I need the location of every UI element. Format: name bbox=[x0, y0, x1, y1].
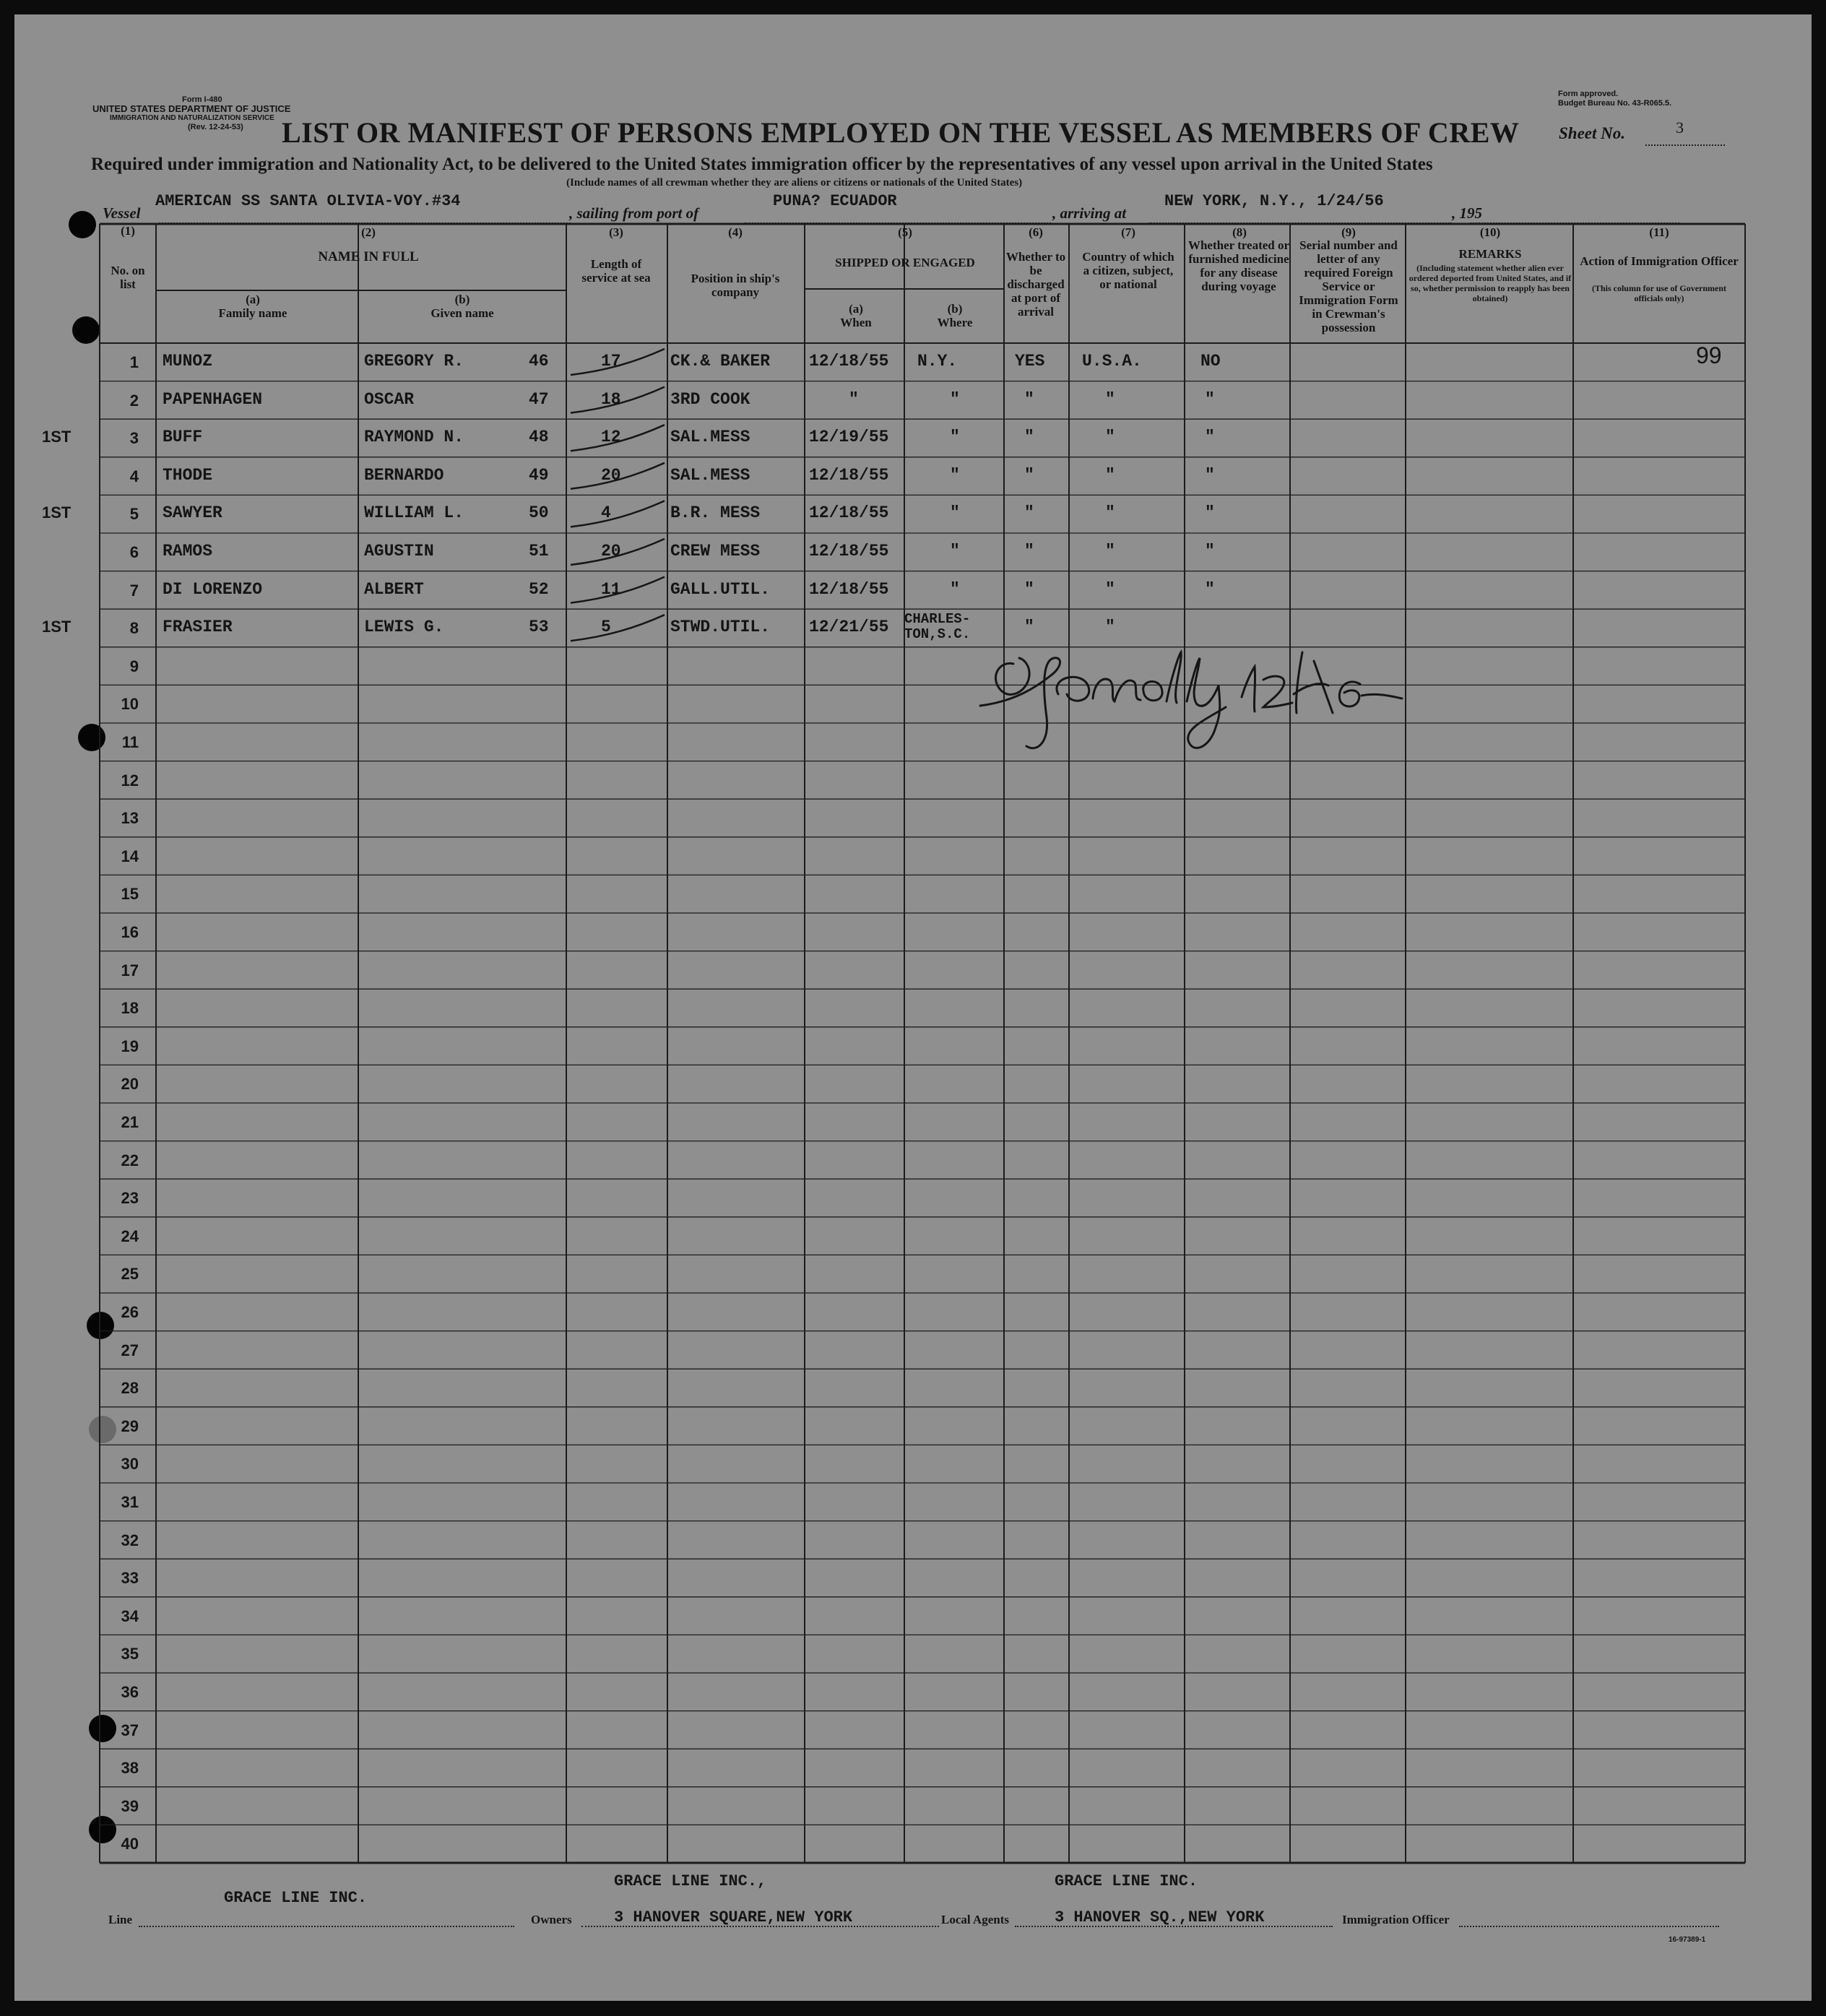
agents-label: Local Agents bbox=[941, 1913, 1009, 1926]
col5a-number: (a) bbox=[849, 302, 863, 316]
crew-seq-number: 51 bbox=[529, 542, 549, 561]
owners-address: 3 HANOVER SQUARE,NEW YORK bbox=[614, 1908, 853, 1926]
col7-number: (7) bbox=[1121, 225, 1135, 239]
crew-family-name: PAPENHAGEN bbox=[163, 389, 263, 409]
row-number: 23 bbox=[121, 1189, 139, 1208]
print-code: 16-97389-1 bbox=[1669, 1936, 1706, 1944]
col7-header: Country of which a citizen, subject, or national bbox=[1082, 250, 1174, 291]
service-strike-mark bbox=[571, 387, 665, 413]
col10-number: (10) bbox=[1479, 225, 1501, 239]
row-number: 13 bbox=[121, 809, 139, 828]
row-number: 2 bbox=[129, 391, 139, 410]
col9-number: (9) bbox=[1341, 225, 1356, 239]
crew-when: " bbox=[849, 389, 859, 409]
sheet-label: Sheet No. bbox=[1559, 124, 1625, 142]
crew-medicine: " bbox=[1205, 389, 1215, 409]
col11-note: (This column for use of Government officials only) bbox=[1591, 283, 1727, 303]
service-strike-mark bbox=[571, 615, 665, 641]
sheet-number: 3 bbox=[1676, 118, 1684, 137]
col5b-number: (b) bbox=[947, 302, 963, 316]
col9-header: Serial number and letter of any required Foreign Service or Immigration Form in Crewman's possession bbox=[1299, 238, 1398, 334]
crew-country: U.S.A. bbox=[1082, 352, 1142, 371]
crew-family-name: RAMOS bbox=[163, 542, 213, 561]
row-number: 22 bbox=[121, 1151, 139, 1169]
col6-header: Whether to be discharged at port of arrival bbox=[1005, 250, 1066, 319]
service-strike-mark bbox=[571, 501, 665, 527]
row-number: 7 bbox=[129, 581, 139, 600]
strike-marks bbox=[14, 14, 1812, 2001]
arriving-label: , arriving at bbox=[1052, 204, 1127, 222]
row-number: 35 bbox=[121, 1645, 139, 1664]
crew-margin-mark: 1ST bbox=[42, 503, 72, 522]
crew-discharged: " bbox=[1024, 428, 1034, 447]
page-title: LIST OR MANIFEST OF PERSONS EMPLOYED ON THE VESSEL AS MEMBERS OF CREW bbox=[282, 116, 1520, 149]
row-number: 9 bbox=[129, 657, 139, 675]
service-strike-mark bbox=[571, 425, 665, 451]
crew-family-name: DI LORENZO bbox=[163, 579, 263, 599]
col2b-header: Given name bbox=[430, 306, 494, 320]
crew-family-name: SAWYER bbox=[163, 503, 222, 523]
crew-where: " bbox=[950, 389, 960, 409]
crew-medicine: " bbox=[1205, 579, 1215, 599]
crew-service-length: 5 bbox=[601, 618, 611, 637]
col2b-number: (b) bbox=[454, 293, 470, 306]
row-number: 31 bbox=[121, 1493, 139, 1511]
agents-address: 3 HANOVER SQ.,NEW YORK bbox=[1055, 1908, 1265, 1926]
crew-country: " bbox=[1105, 465, 1115, 485]
col1-header: No. on list bbox=[111, 264, 145, 291]
crew-service-length: 18 bbox=[601, 389, 621, 409]
crew-country: " bbox=[1105, 503, 1115, 523]
crew-service-length: 4 bbox=[601, 503, 611, 523]
col5a-header: When bbox=[840, 316, 872, 329]
crew-discharged: " bbox=[1024, 618, 1034, 637]
row-number: 29 bbox=[121, 1416, 139, 1435]
service-strike-mark bbox=[571, 539, 665, 565]
crew-service-length: 20 bbox=[601, 465, 621, 485]
crew-medicine: " bbox=[1205, 428, 1215, 447]
col10-header: REMARKS bbox=[1458, 247, 1522, 261]
crew-margin-mark: 1ST bbox=[42, 618, 72, 636]
row-number: 18 bbox=[121, 999, 139, 1018]
crew-when: 12/18/55 bbox=[809, 542, 889, 561]
col2a-header: Family name bbox=[218, 306, 287, 320]
form-number: Form I-480 bbox=[182, 95, 222, 104]
crew-family-name: MUNOZ bbox=[163, 352, 213, 371]
col2a-number: (a) bbox=[246, 293, 260, 306]
crew-given-name: BERNARDO bbox=[364, 465, 444, 485]
col5-header: SHIPPED OR ENGAGED bbox=[835, 256, 975, 269]
crew-seq-number: 52 bbox=[529, 579, 549, 599]
arrival-port-date: NEW YORK, N.Y., 1/24/56 bbox=[1164, 192, 1384, 210]
agents-name: GRACE LINE INC. bbox=[1055, 1872, 1198, 1890]
row-number: 11 bbox=[121, 733, 139, 751]
row-number: 3 bbox=[129, 429, 139, 448]
row-number: 8 bbox=[129, 619, 139, 638]
sailing-port: PUNA? ECUADOR bbox=[773, 192, 897, 210]
col5b-header: Where bbox=[937, 316, 973, 329]
crew-service-length: 12 bbox=[601, 428, 621, 447]
signature bbox=[972, 632, 1405, 766]
row-number: 1 bbox=[129, 353, 139, 371]
crew-position: SAL.MESS bbox=[670, 465, 750, 485]
owners-name: GRACE LINE INC., bbox=[614, 1872, 767, 1890]
crew-where: " bbox=[950, 542, 960, 561]
crew-position: SAL.MESS bbox=[670, 428, 750, 447]
row-number: 12 bbox=[121, 771, 139, 789]
crew-country: " bbox=[1105, 618, 1115, 637]
col2-header: NAME IN FULL bbox=[318, 249, 419, 264]
line-label: Line bbox=[108, 1913, 133, 1926]
row-number: 24 bbox=[121, 1227, 139, 1245]
crew-discharged: YES bbox=[1015, 352, 1045, 371]
row-number: 28 bbox=[121, 1379, 139, 1398]
crew-position: CK.& BAKER bbox=[670, 352, 771, 371]
line-value: GRACE LINE INC. bbox=[224, 1889, 368, 1907]
owners-label: Owners bbox=[531, 1913, 572, 1926]
crew-given-name: WILLIAM L. bbox=[364, 503, 464, 523]
crew-given-name: ALBERT bbox=[364, 579, 424, 599]
crew-given-name: OSCAR bbox=[364, 389, 415, 409]
crew-family-name: BUFF bbox=[163, 428, 203, 447]
crew-position: STWD.UTIL. bbox=[670, 618, 771, 637]
row-number: 5 bbox=[129, 505, 139, 524]
row-number: 25 bbox=[121, 1265, 139, 1284]
col3-header: Length of service at sea bbox=[581, 257, 651, 285]
col4-number: (4) bbox=[728, 225, 743, 239]
crew-engaged-where: CHARLES- TON,S.C. bbox=[904, 611, 971, 643]
row-number: 14 bbox=[121, 847, 139, 865]
crew-discharged: " bbox=[1024, 465, 1034, 485]
row-number: 15 bbox=[121, 885, 139, 904]
vessel-name: AMERICAN SS SANTA OLIVIA-VOY.#34 bbox=[155, 192, 461, 210]
col3-number: (3) bbox=[609, 225, 623, 239]
crew-position: CREW MESS bbox=[670, 542, 761, 561]
row-number: 27 bbox=[121, 1341, 139, 1359]
row-number: 20 bbox=[121, 1075, 139, 1094]
crew-when: 12/19/55 bbox=[809, 428, 889, 447]
form-approved: Form approved. bbox=[1558, 90, 1619, 98]
crew-when: 12/18/55 bbox=[809, 465, 889, 485]
agency-name: UNITED STATES DEPARTMENT OF JUSTICE bbox=[92, 103, 291, 114]
crew-where: " bbox=[950, 428, 960, 447]
crew-position: B.R. MESS bbox=[670, 503, 761, 523]
crew-medicine: NO bbox=[1200, 352, 1221, 371]
vessel-label: Vessel bbox=[103, 204, 141, 222]
crew-margin-mark: 1ST bbox=[42, 428, 72, 446]
crew-where: " bbox=[950, 579, 960, 599]
sailing-label: , sailing from port of bbox=[569, 204, 699, 222]
row-number: 40 bbox=[121, 1835, 139, 1853]
crew-discharged: " bbox=[1024, 389, 1034, 409]
crew-family-name: THODE bbox=[163, 465, 213, 485]
col11-number: (11) bbox=[1649, 225, 1669, 239]
row-number: 37 bbox=[121, 1721, 139, 1739]
service-strike-mark bbox=[571, 577, 665, 603]
row-number: 16 bbox=[121, 923, 139, 941]
crew-seq-number: 53 bbox=[529, 618, 549, 637]
service-strike-mark bbox=[571, 463, 665, 489]
row-number: 17 bbox=[121, 961, 139, 979]
row-number: 19 bbox=[121, 1037, 139, 1055]
crew-when: 12/18/55 bbox=[809, 579, 889, 599]
col8-header: Whether treated or furnished medicine for any disease during voyage bbox=[1187, 238, 1290, 293]
col11-header: Action of Immigration Officer bbox=[1580, 254, 1739, 268]
crew-seq-number: 50 bbox=[529, 503, 549, 523]
row-number: 6 bbox=[129, 543, 139, 561]
crew-when: 12/18/55 bbox=[809, 503, 889, 523]
row-number: 30 bbox=[121, 1455, 139, 1474]
crew-when: 12/21/55 bbox=[809, 618, 889, 637]
row-number: 32 bbox=[121, 1531, 139, 1549]
service-strike-mark bbox=[571, 349, 665, 375]
crew-country: " bbox=[1105, 542, 1115, 561]
crew-service-length: 17 bbox=[601, 352, 621, 371]
service-name: IMMIGRATION AND NATURALIZATION SERVICE bbox=[110, 114, 274, 122]
crew-where: " bbox=[950, 503, 960, 523]
crew-where: " bbox=[950, 465, 960, 485]
crew-seq-number: 48 bbox=[529, 428, 549, 447]
form-revision: (Rev. 12-24-53) bbox=[188, 123, 243, 131]
row-number: 39 bbox=[121, 1796, 139, 1815]
crew-seq-number: 49 bbox=[529, 465, 549, 485]
col1-number: (1) bbox=[121, 224, 135, 238]
crew-discharged: " bbox=[1024, 542, 1034, 561]
crew-medicine: " bbox=[1205, 465, 1215, 485]
page-subtitle: Required under immigration and Nationality Act, to be delivered to the United States immigration officer by the representatives of any vessel upon arrival in the United States bbox=[91, 155, 1433, 174]
crew-country: " bbox=[1105, 579, 1115, 599]
crew-given-name: AGUSTIN bbox=[364, 542, 434, 561]
budget-bureau: Budget Bureau No. 43-R065.5. bbox=[1558, 99, 1672, 108]
crew-discharged: " bbox=[1024, 579, 1034, 599]
row-number: 34 bbox=[121, 1606, 139, 1625]
crew-medicine: " bbox=[1205, 542, 1215, 561]
crew-service-length: 11 bbox=[601, 579, 621, 599]
row-number: 4 bbox=[129, 467, 139, 485]
crew-seq-number: 47 bbox=[529, 389, 549, 409]
manifest-page bbox=[14, 14, 1812, 2001]
officer-mark: 99 bbox=[1696, 342, 1722, 368]
crew-given-name: GREGORY R. bbox=[364, 352, 464, 371]
col5-number: (5) bbox=[898, 225, 912, 239]
crew-given-name: RAYMOND N. bbox=[364, 428, 464, 447]
crew-country: " bbox=[1105, 428, 1115, 447]
col8-number: (8) bbox=[1232, 225, 1247, 239]
include-note: (Include names of all crewman whether they are aliens or citizens or nationals of the United States) bbox=[566, 177, 1023, 189]
crew-when: 12/18/55 bbox=[809, 352, 889, 371]
col6-number: (6) bbox=[1029, 225, 1043, 239]
crew-position: 3RD COOK bbox=[670, 389, 750, 409]
row-number: 38 bbox=[121, 1759, 139, 1778]
crew-discharged: " bbox=[1024, 503, 1034, 523]
row-number: 26 bbox=[121, 1303, 139, 1321]
crew-country: " bbox=[1105, 389, 1115, 409]
crew-service-length: 20 bbox=[601, 542, 621, 561]
col2-number: (2) bbox=[361, 225, 376, 239]
crew-where: N.Y. bbox=[917, 352, 958, 371]
crew-position: GALL.UTIL. bbox=[670, 579, 771, 599]
immigration-officer-label: Immigration Officer bbox=[1342, 1913, 1450, 1926]
row-number: 33 bbox=[121, 1569, 139, 1588]
row-number: 10 bbox=[121, 695, 139, 714]
row-number: 21 bbox=[121, 1113, 139, 1131]
year-prefix: , 195 bbox=[1452, 204, 1482, 222]
crew-given-name: LEWIS G. bbox=[364, 618, 444, 637]
crew-seq-number: 46 bbox=[529, 352, 549, 371]
crew-medicine: " bbox=[1205, 503, 1215, 523]
crew-family-name: FRASIER bbox=[163, 618, 233, 637]
col10-note: (Including statement whether alien ever ordered deported from United States, and if so, whether permission to reapply has been obtained) bbox=[1409, 263, 1572, 303]
row-number: 36 bbox=[121, 1683, 139, 1701]
col4-header: Position in ship's company bbox=[691, 272, 780, 299]
